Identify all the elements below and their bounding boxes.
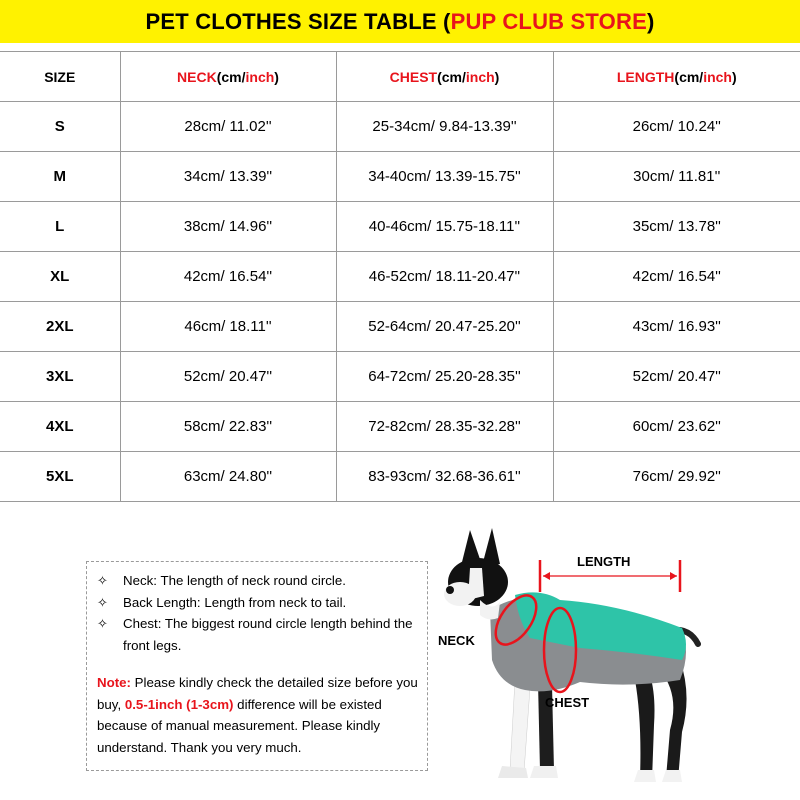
cell-chest: 83-93cm/ 32.68-36.61'' <box>336 452 553 502</box>
list-item <box>97 570 419 592</box>
cell-chest: 40-46cm/ 15.75-18.11'' <box>336 202 553 252</box>
header-unit-close: ) <box>274 68 279 85</box>
cell-length: 26cm/ 10.24'' <box>553 102 800 152</box>
cell-neck: 34cm/ 13.39'' <box>120 152 336 202</box>
cell-length: 76cm/ 29.92'' <box>553 452 800 502</box>
four-point-star-icon: ✧ <box>97 594 108 610</box>
header-unit-open: (cm/ <box>674 68 704 85</box>
cell-chest: 25-34cm/ 9.84-13.39'' <box>336 102 553 152</box>
notes-list <box>97 570 419 656</box>
cell-length: 60cm/ 23.62'' <box>553 402 800 452</box>
header-length-name: LENGTH <box>616 68 675 85</box>
page-title <box>0 0 800 43</box>
table-row <box>0 402 800 452</box>
table-row <box>0 452 800 502</box>
note-item-text: Back Length: Length from neck to tail. <box>123 594 347 610</box>
chest-label: CHEST <box>545 695 590 710</box>
header-size: SIZE <box>0 52 120 102</box>
dog-measurement-diagram <box>430 520 800 800</box>
note-label: Note: <box>97 675 131 690</box>
cell-chest: 46-52cm/ 18.11-20.47'' <box>336 252 553 302</box>
cell-chest: 64-72cm/ 25.20-28.35'' <box>336 352 553 402</box>
note-text: Please kindly check the detailed size before you buy, <box>97 675 418 712</box>
header-unit-inch: inch <box>703 68 732 85</box>
four-point-star-icon: ✧ <box>97 616 108 631</box>
title-main: PET CLOTHES SIZE TABLE ( <box>145 8 451 34</box>
cell-size: M <box>0 152 120 202</box>
cell-size: 3XL <box>0 352 120 402</box>
header-unit-close: ) <box>731 68 737 85</box>
cell-neck: 38cm/ 14.96'' <box>120 202 336 252</box>
note-item-text: Chest: The biggest round circle length behind the front legs. <box>123 616 413 653</box>
length-label: LENGTH <box>577 554 631 569</box>
cell-size: 2XL <box>0 302 120 352</box>
table-header-row <box>0 52 800 102</box>
cell-length: 42cm/ 16.54'' <box>553 252 800 302</box>
cell-chest: 52-64cm/ 20.47-25.20'' <box>336 302 553 352</box>
store-name: PUP CLUB STORE <box>450 8 647 34</box>
cell-neck: 58cm/ 22.83'' <box>120 402 336 452</box>
header-chest <box>336 52 553 102</box>
table-row <box>0 252 800 302</box>
cell-neck: 46cm/ 18.11'' <box>120 302 336 352</box>
table-row <box>0 152 800 202</box>
note-item-text: Neck: The length of neck round circle. <box>123 573 346 588</box>
cell-size: L <box>0 202 120 252</box>
header-unit-open: (cm/ <box>216 68 246 85</box>
list-item <box>97 613 419 656</box>
cell-chest: 34-40cm/ 13.39-15.75'' <box>336 152 553 202</box>
table-row <box>0 102 800 152</box>
cell-neck: 42cm/ 16.54'' <box>120 252 336 302</box>
cell-length: 43cm/ 16.93'' <box>553 302 800 352</box>
cell-size: S <box>0 102 120 152</box>
cell-chest: 72-82cm/ 28.35-32.28'' <box>336 402 553 452</box>
title-close: ) <box>646 8 655 34</box>
measurement-notes <box>86 561 428 771</box>
cell-neck: 52cm/ 20.47'' <box>120 352 336 402</box>
header-unit-inch: inch <box>465 68 495 85</box>
list-item <box>97 592 419 614</box>
header-unit-inch: inch <box>245 68 275 85</box>
header-unit-close: ) <box>494 68 500 85</box>
header-chest-name: CHEST <box>389 68 438 85</box>
header-neck-name: NECK <box>177 68 217 85</box>
disclaimer-note <box>97 672 419 758</box>
cell-size: 5XL <box>0 452 120 502</box>
note-highlight: 0.5-1inch (1-3cm) <box>124 696 234 712</box>
header-neck <box>120 52 336 102</box>
size-table <box>0 51 800 502</box>
header-length <box>553 52 800 102</box>
neck-label: NECK <box>438 633 475 648</box>
cell-length: 30cm/ 11.81'' <box>553 152 800 202</box>
cell-length: 52cm/ 20.47'' <box>553 352 800 402</box>
four-point-star-icon: ✧ <box>97 573 108 588</box>
header-unit-open: (cm/ <box>437 68 466 85</box>
cell-neck: 63cm/ 24.80'' <box>120 452 336 502</box>
table-row <box>0 352 800 402</box>
table-row <box>0 302 800 352</box>
cell-neck: 28cm/ 11.02'' <box>120 102 336 152</box>
cell-length: 35cm/ 13.78'' <box>553 202 800 252</box>
cell-size: 4XL <box>0 402 120 452</box>
cell-size: XL <box>0 252 120 302</box>
table-row <box>0 202 800 252</box>
note-text: difference will be existed because of manual measurement. Please kindly understand. Thank you very much. <box>97 696 382 755</box>
